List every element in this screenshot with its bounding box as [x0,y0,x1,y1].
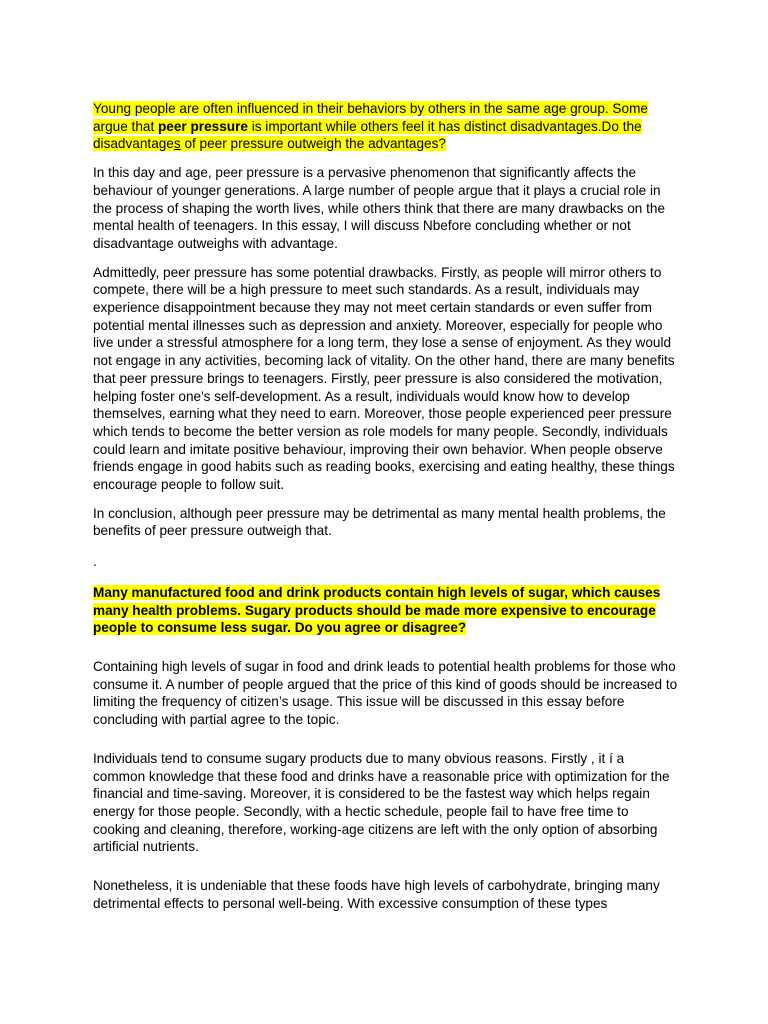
essay1-prompt [93,100,678,153]
essay2-intro: Containing high levels of sugar in food and drink leads to potential health problems for those who consume it. A number of people argued that the price of this kind of goods should be increased to limiting the frequency of citizen’s usage. This issue will be discussed in this essay before concluding with partial agree to the topic. [93,658,678,728]
essay1-prompt-text-a: Young people are often influenced in their behaviors by others in the same age group. Some argue that [93,101,648,134]
essay2-body1: Individuals tend to consume sugary products due to many obvious reasons. Firstly , it í a common knowledge that these food and drinks have a reasonable price with optimization for the financial and time-saving. Moreover, it is considered to be the fastest way which helps regain energy for those people. Secondly, with a hectic schedule, people fail to have free time to cooking and cleaning, therefore, working-age citizens are left with the only option of absorbing artificial nutrients. [93,750,670,855]
essay1-prompt-text-c: of peer pressure outweigh the advantages? [180,136,446,152]
essay1-prompt-highlight [93,101,648,151]
separator-dot: . [93,554,97,570]
essay1-body: Admittedly, peer pressure has some potential drawbacks. Firstly, as people will mirror others to compete, there will be a high pressure to meet such standards. As a result, individuals may experience disappointment because they may not meet certain standards or even suffer from potential mental illnesses such as depression and anxiety. Moreover, especially for people who live under a stressful atmosphere for a long term, they lose a sense of enjoyment. As they would not engage in any activities, becoming lack of vitality. On the other hand, there are many benefits that peer pressure brings to teenagers. Firstly, peer pressure is also considered the motivation, helping foster one's self-development. As a result, individuals would know how to develop themselves, earning what they need to earn. Moreover, those people experienced peer pressure which tends to become the better version as role models for many people. Secondly, individuals could learn and imitate positive behaviour, improving their own behavior. When people observe friends engage in good habits such as reading books, exercising and eating healthy, these things encourage people to follow suit. [93,264,675,493]
essay2-prompt-highlight: Many manufactured food and drink products contain high levels of sugar, which causes many health problems. Sugary products should be made more expensive to encourage people to consume less sugar. Do you agree or disagree? [93,584,661,636]
essay1-intro: In this day and age, peer pressure is a pervasive phenomenon that significantly affects the behaviour of younger generations. A large number of people argue that it plays a crucial role in the process of shaping the worth lives, while others think that there are many drawbacks on the mental health of teenagers. In this essay, I will discuss Nbefore concluding whether or not disadvantage outweighs with advantage. [93,165,665,251]
essay2-prompt [93,584,678,637]
essay1-prompt-keyword: peer pressure [158,118,248,134]
essay1-conclusion: In conclusion, although peer pressure may be detrimental as many mental health problems, the benefits of peer pressure outweigh that. [93,505,666,539]
essay1-prompt-underlined-letter: s [173,136,181,152]
essay1-prompt-text-b: is important while others feel it has distinct disadvantages.Do the disadvantage [93,118,642,152]
essay2-body2: Nonetheless, it is undeniable that these foods have high levels of carbohydrate, bringing many detrimental effects to personal well-being. With excessive consumption of these types [93,878,660,911]
document-page [93,100,678,912]
